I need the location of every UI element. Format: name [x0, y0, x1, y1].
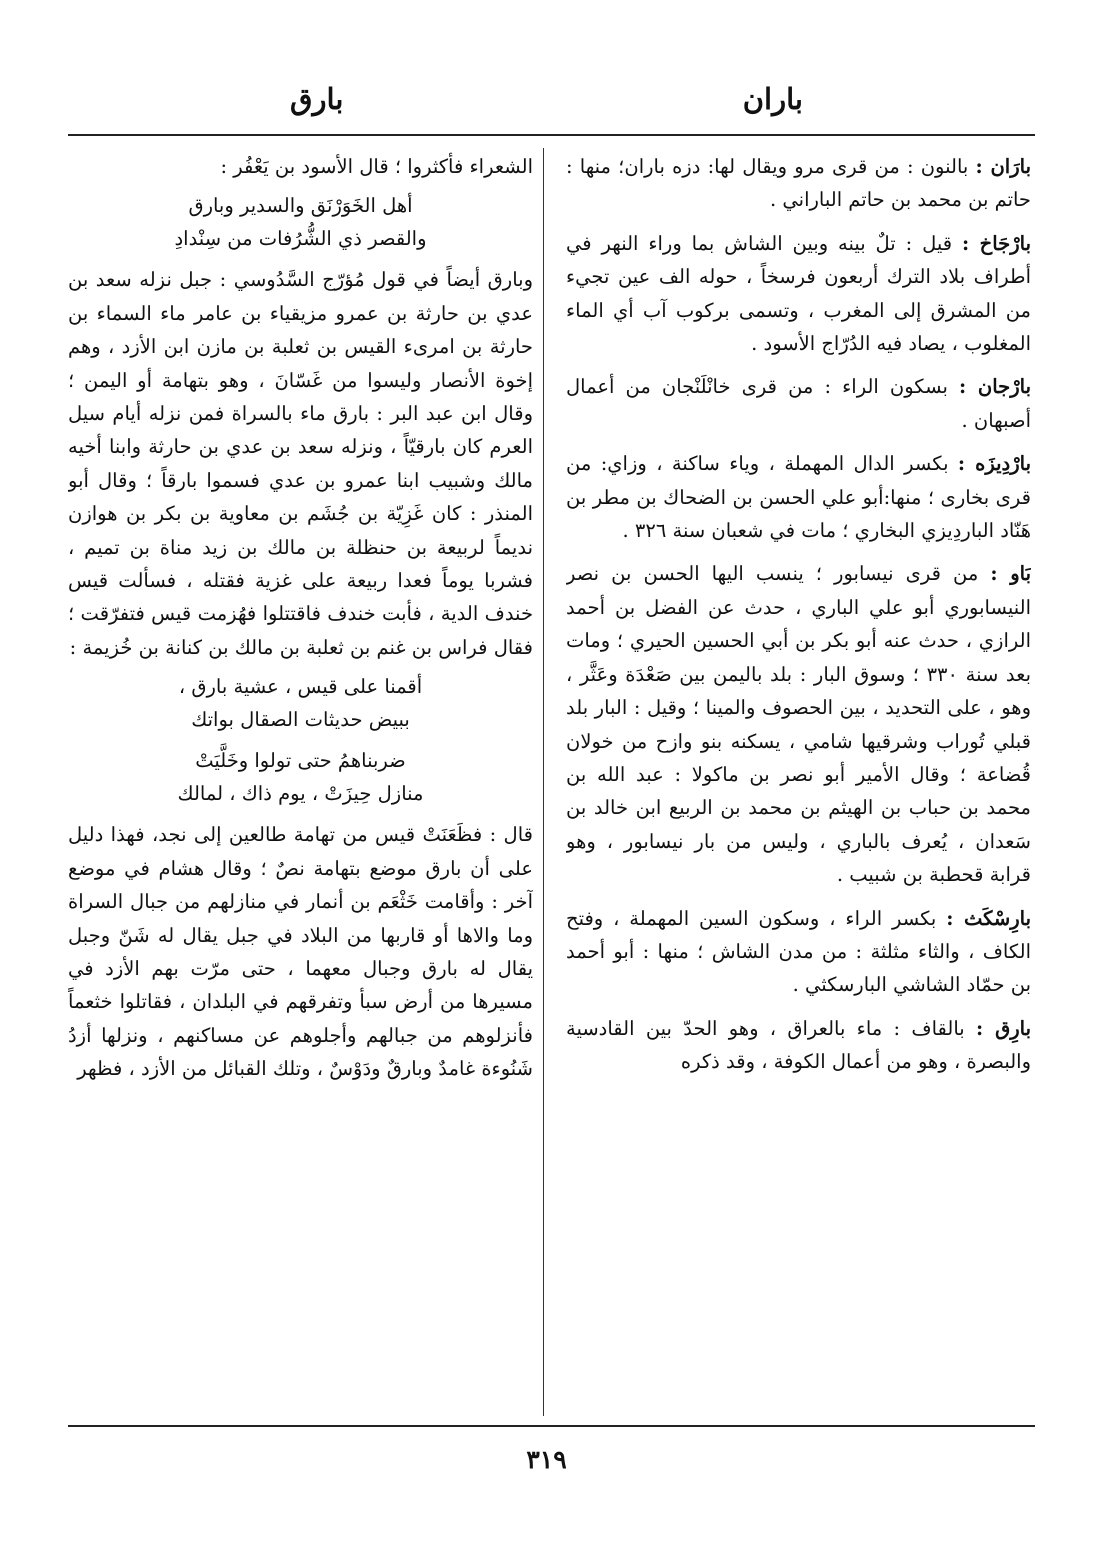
entry-text: بالقاف : ماء بالعراق ، وهو الحدّ بين القادسية والبصرة ، وهو من أعمال الكوفة ، وقد ذكره	[566, 1016, 1031, 1074]
verse-block	[68, 189, 533, 255]
entry-headword: بارَان :	[975, 155, 1031, 178]
entry-headword: بارِسْكَث :	[946, 906, 1031, 930]
footer-rule	[68, 1425, 1035, 1427]
running-head-right: باران	[742, 82, 803, 116]
verse-line: ببيض حديثات الصقال بواتك	[191, 708, 410, 732]
entry-text: بالنون : من قرى مرو ويقال لها: دزه باران؛ منها : حاتم بن محمد بن حاتم الباراني .	[566, 155, 1031, 212]
entry-headword: بَاو :	[990, 562, 1031, 586]
verse-block	[68, 744, 533, 810]
entry-barjan	[566, 370, 1031, 437]
verse-line: ضربناهمُ حتى تولوا وخَلَّيَتْ	[195, 749, 406, 773]
verse-line: منازل حِيزَتْ ، يوم ذاك ، لمالك	[177, 782, 424, 806]
entry-baw	[566, 557, 1031, 891]
entry-baran	[566, 150, 1031, 217]
entry-text: بكسر الدال المهملة ، وياء ساكنة ، وزاي: من قرى بخارى ؛ منها:أبو علي الحسن بن الضحاك بن مطر بن هَنّاد الباردِيزي البخاري ؛ مات في شعبان سنة ٣٢٦ .	[566, 452, 1031, 543]
entry-bardizah	[566, 447, 1031, 547]
entry-bariskath	[566, 902, 1031, 1002]
entry-text: من قرى نيسابور ؛ ينسب اليها الحسن بن نصر النيسابوري أبو علي الباري ، حدث عن الفضل بن أحمد الرازي ، حدث عنه أبو بكر بن أبي الحسين الحيري ؛ ومات بعد سنة ٣٣٠ ؛ وسوق البار : بلد باليمن بين صَعْدَة وعَثَّر ، وهو ، على التحديد ، بين الحصوف والمينا ؛ وقيل : البار بلد قبلي تُوراب وشرقيها شامي ، يسكنه بنو وازح من خولان قُضاعة ؛ وقال الأمير أبو نصر بن ماكولا : عبد الله بن محمد بن حباب بن الهيثم بن محمد بن الربيع ابن خالد بن سَعدان ، يُعرف بالباري ، وليس من بار نيسابور ، وهو قرابة قحطبة بن شبيب .	[566, 562, 1031, 887]
header-rule	[68, 134, 1035, 136]
entry-headword: بارْجان :	[959, 375, 1031, 399]
body-paragraph: وبارق أيضاً في قول مُؤرّج السَّدُوسي : جبل نزله سعد بن عدي بن حارثة بن عمرو مزيقياء بن عامر ماء السماء بن حارثة بن امرىء القيس بن ثعلبة بن مازن ابن الأزد ، وهم إخوة الأنصار وليسوا من غَسّانَ ، وهو بتهامة أو اليمن ؛ وقال ابن عبد البر : بارق ماء بالسراة فمن نزله أيام سيل العرم كان بارقيّاً ، ونزله سعد بن عدي بن حارثة وابنا أخيه مالك وشبيب ابنا عمرو بن عدي فسموا بارقاً ؛ وقال أبو المنذر : كان غَزِيّة بن جُشَم بن معاوية بن بكر بن هوازن نديماً لربيعة بن حنظلة بن مالك بن زيد مناة بن تميم ، فشربا يوماً فعدا ربيعة على غزية فقتله ، فسألت قيس خندف الدية ، فأبت خندف فاقتتلوا فهُزمت قيس فتفرّقت ؛ فقال فراس بن غنم بن ثعلبة بن مالك بن كنانة بن خُزيمة :	[68, 268, 533, 659]
body-paragraph: قال : فظَعَنَتْ قيس من تهامة طالعين إلى نجد، فهذا دليل على أن بارق موضع بتهامة نصٌ ؛ وقال هشام في موضع آخر : وأقامت خَثْعَم بن أنمار في منازلهم من جبال السراة وما والاها أو قاربها من البلاد في جبل يقال له شَنّ وجبل يقال له بارق وجبال معهما ، حتى مرّت بهم الأزد في مسيرها من أرض سبأ وتفرقهم في البلدان ، فقاتلوا خثعماً فأنزلوهم من جبالهم وأجلوهم عن مساكنهم ، ونزلها أزدُ شَنُوءة غامدٌ وبارقٌ ودَوْسٌ ، وتلك القبائل من الأزد ، فظهر	[68, 823, 533, 1081]
entry-text: قيل : تلٌ بينه وبين الشاش بما وراء النهر في أطراف بلاد الترك أربعون فرسخاً ، حوله الف عين تجيء من المشرق إلى المغرب ، وتسمى بركوب آب أي الماء المغلوب ، يصاد فيه الدُرّاج الأسود .	[566, 231, 1031, 356]
left-column	[68, 150, 533, 1412]
column-divider	[543, 148, 544, 1416]
entry-barjakh	[566, 227, 1031, 361]
entry-text: بكسر الراء ، وسكون السين المهملة ، وفتح الكاف ، والثاء مثلثة : من مدن الشاش ؛ منها : أبو أحمد بن حمّاد الشاشي البارسكثي .	[566, 906, 1031, 997]
verse-line: والقصر ذي الشُّرُفات من سِنْدادِ	[174, 227, 427, 251]
intro-line: الشعراء فأكثروا ؛ قال الأسود بن يَعْفُر :	[220, 155, 533, 178]
entry-headword: بارِق :	[976, 1016, 1031, 1040]
entry-headword: بارْجَاخ :	[961, 231, 1031, 255]
verse-line: أهل الخَوَرْنَق والسدير وبارق	[188, 194, 413, 218]
page-number: ٣١٩	[526, 1445, 567, 1474]
entry-bariq	[566, 1012, 1031, 1079]
right-column	[566, 150, 1031, 1412]
verse-block	[68, 670, 533, 736]
verse-line: أقمنا على قيس ، عشية بارق ،	[178, 675, 423, 699]
running-head-left: بارق	[290, 82, 344, 116]
entry-headword: بارْدِيزَه :	[957, 452, 1031, 476]
entry-text: بسكون الراء : من قرى خانْلَنْجان من أعمال أصبهان .	[566, 375, 1031, 432]
